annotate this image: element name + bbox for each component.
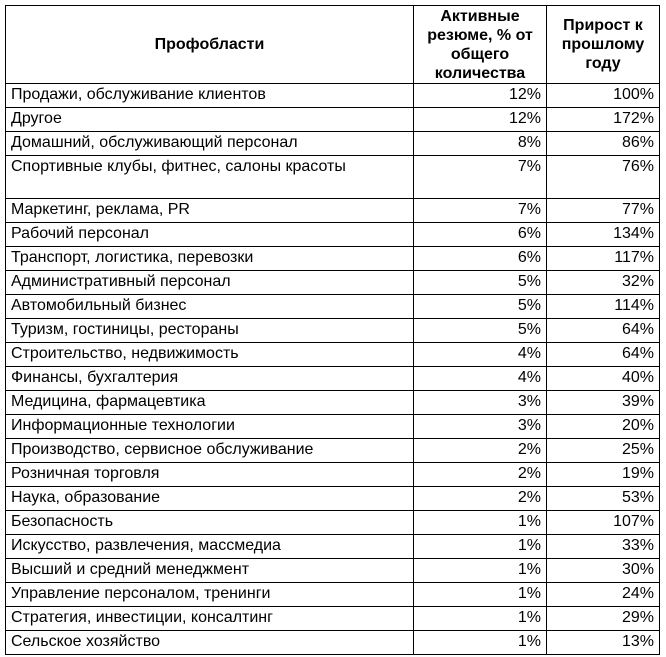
cell-active: 1% (414, 607, 547, 631)
data-table (5, 5, 660, 655)
cell-area: Стратегия, инвестиции, консалтинг (6, 607, 414, 631)
cell-active: 5% (414, 271, 547, 295)
table-row (6, 487, 660, 511)
cell-active: 1% (414, 583, 547, 607)
cell-active: 3% (414, 391, 547, 415)
cell-area: Другое (6, 108, 414, 132)
table-container (5, 5, 660, 655)
cell-active: 4% (414, 343, 547, 367)
cell-area: Розничная торговля (6, 463, 414, 487)
cell-growth: 86% (547, 132, 660, 156)
cell-growth: 33% (547, 535, 660, 559)
cell-active: 5% (414, 295, 547, 319)
table-row (6, 247, 660, 271)
cell-growth: 29% (547, 607, 660, 631)
table-row (6, 631, 660, 655)
cell-growth: 13% (547, 631, 660, 655)
cell-area: Административный персонал (6, 271, 414, 295)
table-row (6, 223, 660, 247)
table-row (6, 199, 660, 223)
cell-active: 2% (414, 463, 547, 487)
cell-area: Транспорт, логистика, перевозки (6, 247, 414, 271)
table-row (6, 391, 660, 415)
table-row (6, 319, 660, 343)
table-row (6, 535, 660, 559)
table-row (6, 271, 660, 295)
cell-area: Управление персоналом, тренинги (6, 583, 414, 607)
cell-growth: 64% (547, 319, 660, 343)
cell-area: Медицина, фармацевтика (6, 391, 414, 415)
table-row (6, 607, 660, 631)
cell-area: Высший и средний менеджмент (6, 559, 414, 583)
table-row (6, 295, 660, 319)
table-row (6, 343, 660, 367)
cell-area: Рабочий персонал (6, 223, 414, 247)
cell-area: Спортивные клубы, фитнес, салоны красоты (6, 156, 414, 199)
cell-growth: 25% (547, 439, 660, 463)
table-row (6, 511, 660, 535)
cell-growth: 114% (547, 295, 660, 319)
cell-growth: 76% (547, 156, 660, 199)
cell-area: Автомобильный бизнес (6, 295, 414, 319)
cell-active: 6% (414, 247, 547, 271)
cell-growth: 53% (547, 487, 660, 511)
cell-area: Продажи, обслуживание клиентов (6, 84, 414, 108)
cell-active: 8% (414, 132, 547, 156)
cell-growth: 19% (547, 463, 660, 487)
cell-active: 12% (414, 84, 547, 108)
cell-area: Финансы, бухгалтерия (6, 367, 414, 391)
cell-active: 7% (414, 156, 547, 199)
cell-growth: 30% (547, 559, 660, 583)
cell-active: 2% (414, 439, 547, 463)
cell-active: 2% (414, 487, 547, 511)
cell-active: 1% (414, 511, 547, 535)
cell-growth: 20% (547, 415, 660, 439)
cell-growth: 40% (547, 367, 660, 391)
cell-active: 12% (414, 108, 547, 132)
table-row (6, 84, 660, 108)
table-row (6, 108, 660, 132)
cell-active: 1% (414, 535, 547, 559)
table-header-row (6, 6, 660, 84)
cell-growth: 107% (547, 511, 660, 535)
table-row (6, 367, 660, 391)
cell-growth: 77% (547, 199, 660, 223)
cell-growth: 100% (547, 84, 660, 108)
table-row (6, 439, 660, 463)
cell-active: 4% (414, 367, 547, 391)
cell-active: 5% (414, 319, 547, 343)
cell-growth: 39% (547, 391, 660, 415)
cell-area: Домашний, обслуживающий персонал (6, 132, 414, 156)
cell-growth: 24% (547, 583, 660, 607)
table-row (6, 156, 660, 199)
cell-growth: 32% (547, 271, 660, 295)
table-row (6, 415, 660, 439)
cell-active: 7% (414, 199, 547, 223)
cell-area: Туризм, гостиницы, рестораны (6, 319, 414, 343)
cell-area: Наука, образование (6, 487, 414, 511)
cell-active: 1% (414, 631, 547, 655)
cell-active: 1% (414, 559, 547, 583)
cell-growth: 64% (547, 343, 660, 367)
cell-active: 3% (414, 415, 547, 439)
cell-area: Производство, сервисное обслуживание (6, 439, 414, 463)
table-row (6, 463, 660, 487)
cell-area: Строительство, недвижимость (6, 343, 414, 367)
header-area: Профобласти (6, 6, 414, 84)
header-growth: Прирост к прошлому году (547, 6, 660, 84)
cell-area: Искусство, развлечения, массмедиа (6, 535, 414, 559)
table-row (6, 583, 660, 607)
cell-area: Маркетинг, реклама, PR (6, 199, 414, 223)
table-row (6, 132, 660, 156)
cell-growth: 172% (547, 108, 660, 132)
cell-growth: 117% (547, 247, 660, 271)
header-active-resumes: Активные резюме, % от общего количества (414, 6, 547, 84)
table-row (6, 559, 660, 583)
cell-area: Сельское хозяйство (6, 631, 414, 655)
cell-area: Информационные технологии (6, 415, 414, 439)
cell-active: 6% (414, 223, 547, 247)
cell-growth: 134% (547, 223, 660, 247)
cell-area: Безопасность (6, 511, 414, 535)
